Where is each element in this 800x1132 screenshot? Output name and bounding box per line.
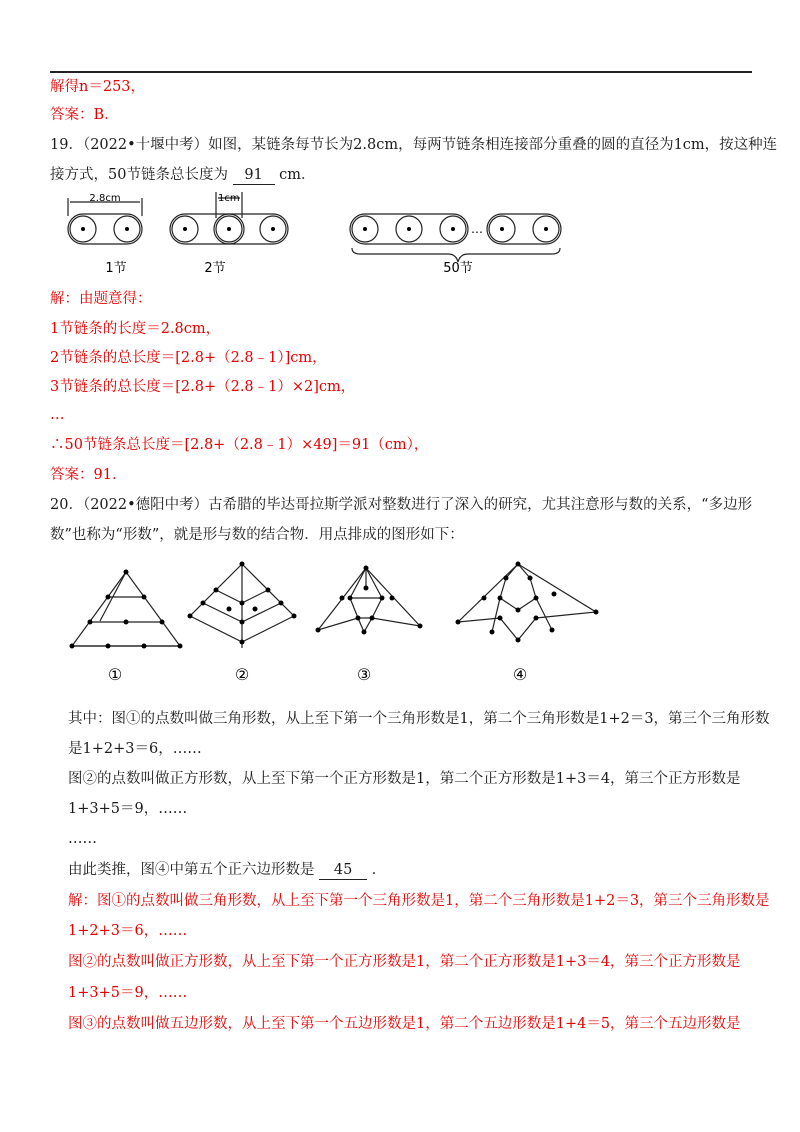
q20-text-4: 是1+2+3＝6，…… <box>68 741 202 757</box>
chain-label-2: 2节 <box>204 261 226 276</box>
s20-line-3: 图②的点数叫做正方形数，从上至下第一个正方形数是1，第二个正方形数是1+3＝4，第三个正方形数是 <box>68 954 741 970</box>
s20-line-4: 1+3+5＝9，…… <box>68 985 188 1001</box>
q20-text-2: 数”也称为“形数”，就是形与数的结合物．用点排成的图形如下： <box>50 527 464 543</box>
q19-text-2 <box>50 166 316 185</box>
chain-label-1: 1节 <box>105 261 127 276</box>
q20-text-3: 其中：图①的点数叫做三角形数，从上至下第一个三角形数是1，第二个三角形数是1+2＝3，第三个三角形数 <box>68 711 770 727</box>
s19-line-6: ∴50节链条总长度＝[2.8+（2.8﹣1）×49]＝91（cm）， <box>50 437 429 453</box>
s19-line-5: … <box>50 407 65 423</box>
s20-line-2: 1+2+3＝6，…… <box>68 923 188 939</box>
fig-label-1: ① <box>107 665 123 684</box>
q19-text-1: 19．（2022•十堰中考）如图，某链条每节长为2.8cm，每两节链条相连接部分重叠的圆的直径为1cm，按这种连 <box>50 137 778 153</box>
q20-text-8-post: ． <box>371 862 387 878</box>
q20-text-6: 1+3+5＝9，…… <box>68 801 188 817</box>
polygon-numbers-figure <box>60 558 620 688</box>
chain-label-50: 50节 <box>443 261 473 276</box>
chain-figure <box>60 190 580 280</box>
dim-label-2-8: 2.8cm <box>89 193 121 204</box>
q19-text-2-post: cm． <box>279 167 316 183</box>
s19-line-4: 3节链条的总长度＝[2.8+（2.8﹣1）×2]cm， <box>50 379 356 395</box>
s19-line-3: 2节链条的总长度＝[2.8+（2.8﹣1）]cm， <box>50 350 327 366</box>
q19-text-2-pre: 接方式，50节链条总长度为 <box>50 167 228 183</box>
s19-line-1: 解：由题意得： <box>50 291 152 307</box>
prev-answer-choice: 答案：B． <box>50 107 119 123</box>
prev-answer-line: 解得n＝253， <box>50 79 146 95</box>
s20-line-5: 图③的点数叫做五边形数，从上至下第一个五边形数是1，第二个五边形数是1+4＝5，第三个五边形数是 <box>68 1016 741 1032</box>
q20-text-1: 20．（2022•德阳中考）古希腊的毕达哥拉斯学派对整数进行了深入的研究，尤其注意形与数的关系，“多边形 <box>50 497 753 513</box>
s20-line-1: 解：图①的点数叫做三角形数，从上至下第一个三角形数是1，第二个三角形数是1+2＝3，第三个三角形数是 <box>68 893 770 909</box>
dim-label-1cm: 1cm <box>218 193 240 204</box>
q20-text-8 <box>68 861 386 880</box>
q19-answer-blank: 91 <box>233 166 275 185</box>
fig-label-4: ④ <box>512 665 528 684</box>
q20-answer-blank: 45 <box>319 861 367 880</box>
fig-label-3: ③ <box>356 665 372 684</box>
s19-line-7: 答案：91． <box>50 467 127 483</box>
q20-text-5: 图②的点数叫做正方形数，从上至下第一个正方形数是1，第二个正方形数是1+3＝4，第三个正方形数是 <box>68 771 741 787</box>
fig-label-2: ② <box>234 665 250 684</box>
s19-line-2: 1节链条的长度＝2.8cm， <box>50 321 221 337</box>
q20-text-7: …… <box>68 831 97 847</box>
q20-text-8-pre: 由此类推，图④中第五个正六边形数是 <box>68 862 315 878</box>
chain-link-1 <box>68 214 142 244</box>
top-rule <box>50 71 752 73</box>
chain-ellipsis: … <box>471 222 483 236</box>
